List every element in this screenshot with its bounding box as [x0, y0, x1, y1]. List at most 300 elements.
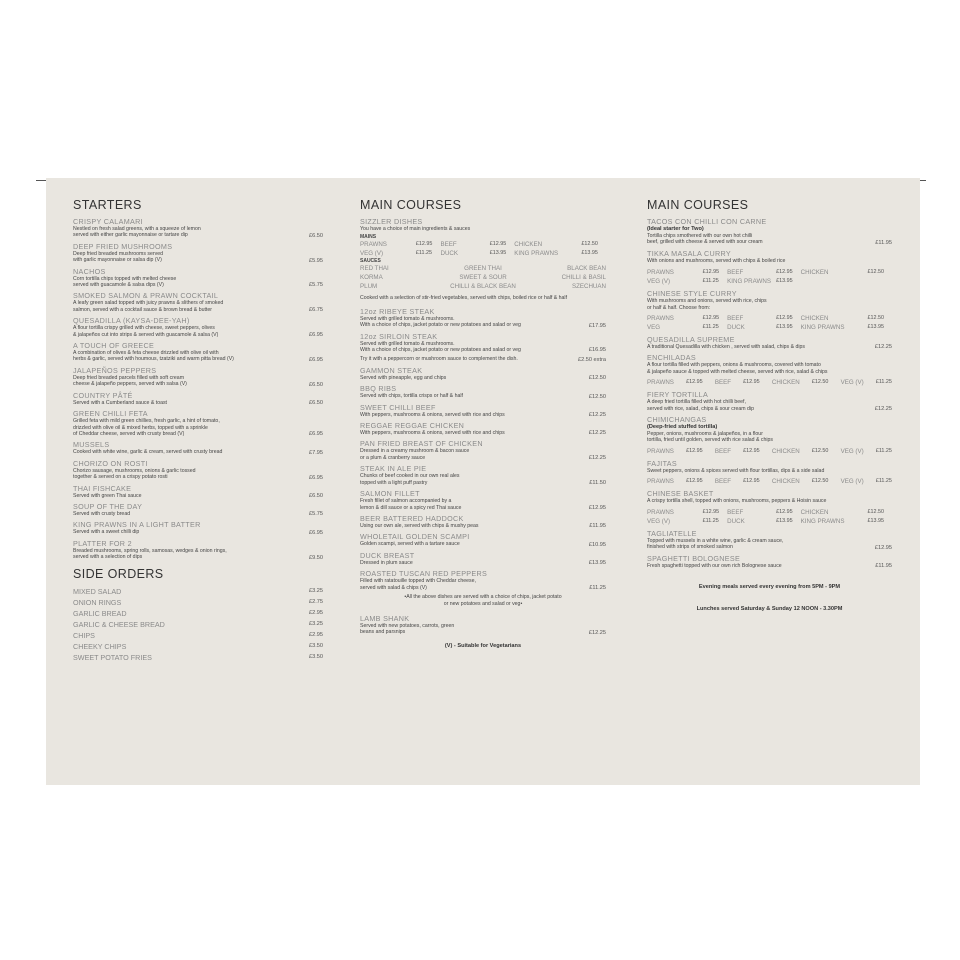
item-name: QUESADILLA SUPREME — [647, 335, 735, 345]
item-detail-row — [360, 316, 606, 329]
price-grid — [647, 268, 892, 286]
item-name: ROASTED TUSCAN RED PEPPERS — [360, 569, 488, 579]
item-name: SOUP OF THE DAY — [73, 501, 143, 511]
item-price: £7.95 — [309, 449, 323, 456]
menu-item — [73, 502, 323, 517]
grid-price: £12.95 — [415, 241, 433, 248]
description-line: served with a selection of dips — [73, 554, 143, 561]
grid-label: SZECHUAN — [571, 283, 606, 291]
grid-label: DUCK — [727, 324, 745, 332]
tagliatelle-item — [647, 529, 892, 551]
line-label: CHICKEN — [771, 379, 800, 387]
item-name: BBQ RIBS — [360, 384, 397, 394]
item-price: £12.95 — [874, 544, 892, 551]
line-label: BEEF — [714, 379, 731, 387]
item-price: £11.95 — [875, 239, 892, 246]
item-name: GAMMON STEAK — [360, 365, 423, 375]
item-name: TAGLIATELLE — [647, 528, 697, 538]
item-name: SMOKED SALMON & PRAWN COCKTAIL — [73, 291, 219, 301]
item-detail-row — [360, 393, 606, 399]
grid-price: £11.25 — [702, 278, 719, 285]
side-orders-heading: SIDE ORDERS — [73, 566, 164, 581]
description-line: herbs & garlic, served with houmous, tzatziki and warm pitta bread (V) — [73, 356, 234, 363]
item-name: 12oz RIBEYE STEAK — [360, 306, 435, 316]
main-courses-column-1 — [360, 198, 606, 650]
item-name: FIERY TORTILLA — [647, 390, 709, 400]
item-description — [360, 393, 463, 399]
item-price: £6.95 — [309, 474, 323, 481]
item-description — [360, 341, 521, 354]
item-price: £17.95 — [588, 322, 606, 329]
grid-price: £11.25 — [702, 324, 719, 331]
item-detail-row — [360, 341, 606, 354]
grid-price: £11.25 — [702, 517, 719, 524]
description-line: Deep fried breaded parcels filled with soft cream — [73, 374, 185, 381]
grid-label: VEG (V) — [360, 250, 384, 258]
main-courses-heading: MAIN COURSES — [360, 198, 462, 212]
item-description: With mushrooms and onions, served with rice, chips or half & half. Choose from: — [647, 298, 767, 311]
item-description — [360, 430, 505, 436]
description-line: drizzled with olive oil & mixed herbs, topped with a sprinkle — [73, 424, 208, 431]
item-detail-row — [360, 523, 606, 529]
item-detail-row — [73, 493, 323, 499]
line-label: CHICKEN — [771, 478, 800, 486]
item-description — [73, 548, 227, 561]
side-name: SWEET POTATO FRIES — [73, 652, 152, 662]
item-name: TIKKA MASALA CURRY — [647, 248, 731, 258]
description-line: Chorizo sausage, mushrooms, onions & garlic tossed — [73, 467, 196, 474]
item-name: STEAK IN ALE PIE — [360, 464, 427, 474]
menu-item — [360, 464, 606, 486]
grid-label: BEEF — [440, 241, 457, 249]
item-price: £6.50 — [309, 381, 323, 388]
item-detail-row — [73, 418, 323, 437]
starters-heading: STARTERS — [73, 198, 142, 212]
side-order-item — [73, 597, 323, 608]
grid-label: KING PRAWNS — [514, 250, 559, 258]
item-price: £11.95 — [589, 523, 606, 530]
extra-text: Try it with a peppercorn or mushroom sauce to complement the dish. — [360, 356, 518, 363]
description-line: Served with crusty bread — [73, 510, 131, 517]
grid-price: £12.50 — [581, 241, 598, 248]
item-description — [73, 300, 223, 313]
item-name: REGGAE REGGAE CHICKEN — [360, 421, 465, 431]
grid-label: CHICKEN — [800, 269, 829, 277]
item-description — [360, 523, 479, 529]
description-line: with garlic mayonnaise or salsa dip (V) — [73, 257, 162, 264]
grid-label: CHICKEN — [800, 315, 829, 323]
item-detail-row — [73, 468, 323, 481]
grid-label: VEG — [647, 324, 661, 332]
item-name: COUNTRY PÂTÉ — [73, 390, 133, 400]
item-name: WHOLETAIL GOLDEN SCAMPI — [360, 532, 470, 542]
item-description: A traditional Quesadilla with chicken , served with salad, chips & dips — [647, 344, 806, 351]
description-line: Fresh fillet of salmon accompanied by a — [360, 498, 452, 505]
grid-price: £13.95 — [776, 278, 793, 285]
side-order-item — [73, 586, 323, 597]
description-line: Served with grilled tomato & mushrooms. — [360, 340, 455, 347]
grid-label: KORMA — [360, 274, 383, 282]
grid-label — [801, 277, 868, 286]
item-name: SIZZLER DISHES — [360, 217, 423, 226]
menu-item — [360, 384, 606, 399]
description-line: Served with green Thai sauce — [73, 492, 142, 499]
item-description — [360, 316, 521, 329]
description-line: served with guacamole & salsa dips (V) — [73, 282, 164, 289]
item-name: CHORIZO ON ROSTI — [73, 458, 148, 468]
main-items-list-2 — [360, 366, 606, 591]
description-line: Filled with ratatouille topped with Cheddar cheese, — [360, 578, 476, 585]
grid-label: VEG (V) — [647, 278, 671, 286]
grid-price: £12.95 — [776, 315, 793, 322]
item-description — [360, 412, 505, 418]
grid-label: KING PRAWNS — [800, 517, 845, 525]
line-label: VEG (V) — [840, 447, 864, 455]
item-description: Served with new potatoes, carrots, green beans and parsnips — [360, 622, 455, 636]
line-label: BEEF — [714, 447, 731, 455]
item-name: ENCHILADAS — [647, 353, 696, 363]
item-price: £5.95 — [309, 257, 323, 264]
item-detail-row — [73, 350, 323, 363]
item-price: £12.25 — [588, 412, 606, 419]
menu-item — [73, 366, 323, 388]
grid-label: PRAWNS — [647, 508, 674, 516]
item-detail-row — [73, 400, 323, 406]
item-detail-row — [360, 541, 606, 547]
grid-price: £12.50 — [867, 269, 884, 276]
chinese-curry-item — [647, 289, 892, 332]
item-subtitle: (Ideal starter for Two) — [647, 226, 704, 232]
item-description — [73, 468, 196, 481]
note-line: •All the above dishes are served with a choice of chips, jacket potato — [404, 593, 562, 600]
item-name: PAN FRIED BREAST OF CHICKEN — [360, 439, 483, 449]
item-name: DEEP FRIED MUSHROOMS — [73, 241, 173, 251]
chimichangas-item — [647, 415, 892, 456]
item-description: Sweet peppers, onions & spices served with flour tortillas, dips & a side salad — [647, 467, 825, 474]
item-description — [73, 511, 130, 517]
side-order-item — [73, 619, 323, 630]
description-line: Using our own ale, served with chips & mushy peas — [360, 522, 479, 529]
item-price: £6.50 — [309, 400, 323, 407]
starters-list — [73, 217, 323, 561]
fiery-tortilla-item — [647, 390, 892, 412]
line-label: BEEF — [714, 478, 731, 486]
description-line: Nestled on fresh salad greens, with a squeeze of lemon — [73, 226, 201, 232]
grid-price: £12.95 — [489, 241, 507, 248]
item-description: Fresh spaghetti topped with our own rich Bolognese sauce — [647, 562, 782, 569]
item-price: £10.95 — [588, 541, 606, 548]
mains-grid — [360, 240, 606, 258]
item-name: BEER BATTERED HADDOCK — [360, 513, 464, 523]
side-orders-list — [73, 586, 323, 663]
side-price: £2.95 — [309, 609, 323, 616]
sauces-grid — [360, 264, 606, 291]
grid-label: RED THAI — [360, 265, 389, 273]
item-price: £6.50 — [309, 232, 323, 239]
menu-item — [73, 267, 323, 289]
item-price: £12.25 — [874, 344, 892, 351]
grid-price: £12.50 — [867, 508, 884, 515]
grid-label: BEEF — [727, 269, 744, 277]
line-price: £11.25 — [875, 447, 892, 454]
item-description — [360, 375, 446, 381]
item-description — [73, 325, 218, 338]
all-dishes-note — [360, 594, 606, 608]
item-name: CHINESE BASKET — [647, 489, 714, 499]
grid-label: CHILLI & BASIL — [561, 274, 606, 282]
grid-price: £12.50 — [867, 315, 884, 322]
item-description — [73, 276, 176, 289]
grid-price: £13.95 — [867, 517, 884, 524]
menu-item — [360, 569, 606, 591]
price-line — [647, 447, 892, 456]
main-courses-heading: MAIN COURSES — [647, 198, 749, 212]
description-line: A combination of olives & feta cheese drizzled with olive oil with — [73, 350, 219, 357]
item-price: £6.95 — [309, 332, 323, 339]
line-label: VEG (V) — [840, 478, 864, 486]
item-name: KING PRAWNS IN A LIGHT BATTER — [73, 520, 201, 530]
item-price: £12.25 — [588, 430, 606, 437]
description-line: cheese & jalapeño peppers, served with salsa (V) — [73, 381, 187, 388]
item-name: CHINESE STYLE CURRY — [647, 289, 737, 299]
menu-item — [360, 532, 606, 547]
line-price: £12.95 — [686, 478, 703, 485]
item-name: SALMON FILLET — [360, 489, 420, 499]
quesadilla-supreme-item — [647, 335, 892, 350]
item-description — [360, 578, 476, 591]
line-price: £12.95 — [743, 379, 760, 386]
line-price: £12.50 — [811, 478, 829, 485]
evening-hours: Evening meals served every evening from 5PM - 9PM — [698, 583, 841, 590]
item-name: 12oz SIRLOIN STEAK — [360, 331, 438, 341]
grid-price: £11.25 — [415, 250, 432, 257]
item-detail-row — [360, 498, 606, 511]
item-description — [73, 226, 201, 239]
item-name: GREEN CHILLI FETA — [73, 409, 148, 419]
line-label: CHICKEN — [771, 447, 800, 455]
description-line: Corn tortilla chips topped with melted cheese — [73, 275, 177, 282]
grid-price: £12.95 — [702, 315, 720, 322]
side-price: £3.50 — [309, 642, 323, 649]
side-order-item — [73, 652, 323, 663]
grid-label: CHICKEN — [514, 241, 543, 249]
grid-label: DUCK — [727, 517, 745, 525]
side-price: £2.75 — [309, 598, 323, 605]
item-name: FAJITAS — [647, 458, 677, 468]
grid-price: £13.95 — [867, 324, 884, 331]
side-name: GARLIC BREAD — [73, 608, 127, 618]
item-name: CHIMICHANGAS — [647, 415, 707, 425]
item-price: £5.75 — [309, 511, 323, 518]
item-price: £6.75 — [309, 307, 323, 314]
fajitas-item — [647, 459, 892, 486]
menu-item — [360, 403, 606, 418]
line-price: £12.95 — [743, 478, 760, 485]
description-line: With a choice of chips, jacket potato or new potatoes and salad or veg — [360, 322, 521, 329]
menu-item — [73, 459, 323, 481]
item-name: TACOS CON CHILLI CON CARNE — [647, 217, 767, 226]
side-name: MIXED SALAD — [73, 586, 122, 596]
description-line: lemon & dill sauce or a spicy red Thai sauce — [360, 504, 462, 511]
item-description — [360, 473, 460, 486]
description-line: Breaded mushrooms, spring rolls, samosas, wedges & onion rings, — [73, 547, 227, 554]
menu-item — [73, 409, 323, 437]
menu-item — [360, 332, 606, 354]
tikka-item — [647, 249, 892, 286]
item-detail-row — [360, 560, 606, 566]
extra-price: £2.50 extra — [578, 356, 606, 363]
side-price: £3.25 — [309, 587, 323, 594]
grid-price: £13.95 — [581, 250, 598, 257]
item-detail-row — [360, 375, 606, 381]
price-grid — [647, 314, 892, 332]
chinese-basket-item — [647, 489, 892, 525]
description-line: Served with a Cumberland sauce & toast — [73, 399, 168, 406]
description-line: Golden scampi, served with a tartare sauce — [360, 541, 460, 548]
sizzler-dishes — [360, 217, 606, 302]
item-subtitle: (Deep-fried stuffed tortilla) — [647, 424, 718, 431]
line-label: VEG (V) — [840, 379, 864, 387]
item-price: £6.95 — [309, 356, 323, 363]
note-line: or new potatoes and salad or veg• — [443, 600, 523, 607]
menu-item — [73, 440, 323, 455]
item-description: A crispy tortilla shell, topped with onions, mushrooms, peppers & Hoisin sauce — [647, 498, 827, 505]
grid-label: BEEF — [727, 508, 744, 516]
line-price: £11.25 — [875, 379, 892, 386]
item-name: THAI FISHCAKE — [73, 483, 132, 493]
side-price: £3.25 — [309, 620, 323, 627]
item-price: £6.50 — [309, 492, 323, 499]
line-label: PRAWNS — [647, 447, 674, 455]
item-name: SWEET CHILLI BEEF — [360, 402, 436, 412]
item-price: £11.50 — [589, 480, 606, 487]
line-price: £12.95 — [686, 379, 703, 386]
item-description — [73, 449, 222, 455]
main-items-list — [360, 307, 606, 354]
description-line: Dressed in plum sauce — [360, 559, 413, 566]
menu-item — [73, 484, 323, 499]
item-price: £12.50 — [588, 393, 606, 400]
description-line: together & served on a crispy potato rosti — [73, 474, 168, 481]
item-price: £16.95 — [588, 347, 606, 354]
item-detail-row — [360, 473, 606, 486]
description-line: topped with a light puff pastry — [360, 479, 428, 486]
item-detail-row — [360, 448, 606, 461]
item-name: MUSSELS — [73, 440, 110, 450]
grid-label: PLUM — [360, 283, 378, 291]
menu-item — [360, 439, 606, 461]
item-description — [73, 493, 142, 499]
line-label: PRAWNS — [647, 478, 674, 486]
mains-label: MAINS — [360, 234, 377, 241]
item-detail-row — [360, 412, 606, 418]
menu-item — [73, 217, 323, 239]
description-line: Deep fried breaded mushrooms served — [73, 250, 163, 257]
description-line: Served with a sweet chilli dip — [73, 529, 140, 536]
item-detail-row — [73, 375, 323, 388]
grid-label: KING PRAWNS — [727, 278, 771, 286]
item-description — [73, 418, 220, 437]
grid-label: KING PRAWNS — [800, 324, 845, 332]
grid-label: SWEET & SOUR — [459, 274, 507, 282]
sauces-label: SAUCES — [360, 258, 381, 265]
line-price: £12.95 — [686, 447, 703, 454]
item-detail-row — [73, 276, 323, 289]
item-description: Pepper, onions, mushrooms & jalapeños, in a flour tortilla, fried until golden, served with rice salad & chips — [647, 431, 774, 444]
item-description — [360, 541, 460, 547]
grid-label: GREEN THAI — [464, 265, 502, 273]
item-detail-row — [73, 300, 323, 313]
item-description — [360, 498, 461, 511]
item-name: A TOUCH OF GREECE — [73, 341, 155, 351]
vegetarian-note: (V) - Suitable for Vegetarians — [444, 642, 522, 649]
sizzler-note: Cooked with a selection of stir-fried vegetables, served with chips, boiled rice or half & half — [360, 295, 568, 302]
item-price: £6.95 — [309, 529, 323, 536]
item-price: £12.25 — [874, 406, 892, 413]
line-price: £12.50 — [811, 379, 829, 386]
item-price: £12.25 — [588, 629, 606, 636]
description-line: served with either garlic mayonnaise or tartare dip — [73, 232, 188, 239]
tacos-item — [647, 217, 892, 246]
item-price: £5.75 — [309, 282, 323, 289]
item-name: LAMB SHANK — [360, 613, 410, 623]
item-description — [73, 400, 167, 406]
grid-price — [868, 277, 893, 286]
sauce-extra — [360, 356, 606, 362]
menu-item — [73, 520, 323, 535]
description-line: With peppers, mushrooms & onions, served with rice and chips — [360, 411, 505, 418]
line-price: £11.25 — [875, 478, 892, 485]
item-description: Topped with mussels in a white wine, garlic & cream sauce, finished with strips of smoked salmon — [647, 537, 784, 551]
item-price: £12.50 — [588, 375, 606, 382]
item-description: Tortilla chips smothered with our own hot chilli beef, grilled with cheese & served with sour cream — [647, 233, 763, 246]
item-price: £11.95 — [875, 562, 892, 569]
grid-price: £12.95 — [702, 508, 720, 515]
menu-item — [360, 366, 606, 381]
item-name: JALAPEÑOS PEPPERS — [73, 365, 157, 375]
item-price: £13.95 — [588, 560, 606, 567]
menu-item — [73, 539, 323, 561]
grid-price: £13.95 — [776, 517, 793, 524]
grid-label: BEEF — [727, 315, 744, 323]
item-price: £12.25 — [588, 455, 606, 462]
description-line: of Cheddar cheese, served with crusty bread (V) — [73, 430, 185, 437]
lamb-shank — [360, 614, 606, 636]
item-description: A flour tortilla filled with peppers, onions & mushrooms, covered with tomato & jalapeño sauce & topped with melted cheese, served with rice, salad & chips — [647, 362, 828, 375]
item-description: You have a choice of main ingredients & sauces — [360, 226, 471, 232]
item-price: £12.95 — [588, 504, 606, 511]
menu-item — [73, 341, 323, 363]
description-line: Cooked with white wine, garlic & cream, served with crusty bread — [73, 449, 223, 456]
menu-item — [360, 551, 606, 566]
item-detail-row — [360, 578, 606, 591]
item-description — [73, 529, 139, 535]
item-detail-row — [73, 511, 323, 517]
description-line: A leafy green salad topped with juicy prawns & slithers of smoked — [73, 300, 224, 307]
line-price: £12.50 — [811, 447, 829, 454]
grid-label: PRAWNS — [360, 241, 387, 249]
menu-item — [360, 489, 606, 511]
side-price: £3.50 — [309, 653, 323, 660]
grid-price: £12.95 — [776, 269, 793, 276]
item-name: CRISPY CALAMARI — [73, 217, 143, 226]
item-description: A deep fried tortilla filled with hot chilli beef, served with rice, salad, chips & sour cream dip — [647, 399, 754, 412]
item-detail-row — [360, 430, 606, 436]
description-line: A flour tortilla crispy grilled with cheese, sweet peppers, olives — [73, 325, 215, 332]
menu-sheet — [46, 178, 920, 785]
item-detail-row — [73, 325, 323, 338]
description-line: salmon, served with a cocktail sauce & brown bread & butter — [73, 306, 212, 313]
